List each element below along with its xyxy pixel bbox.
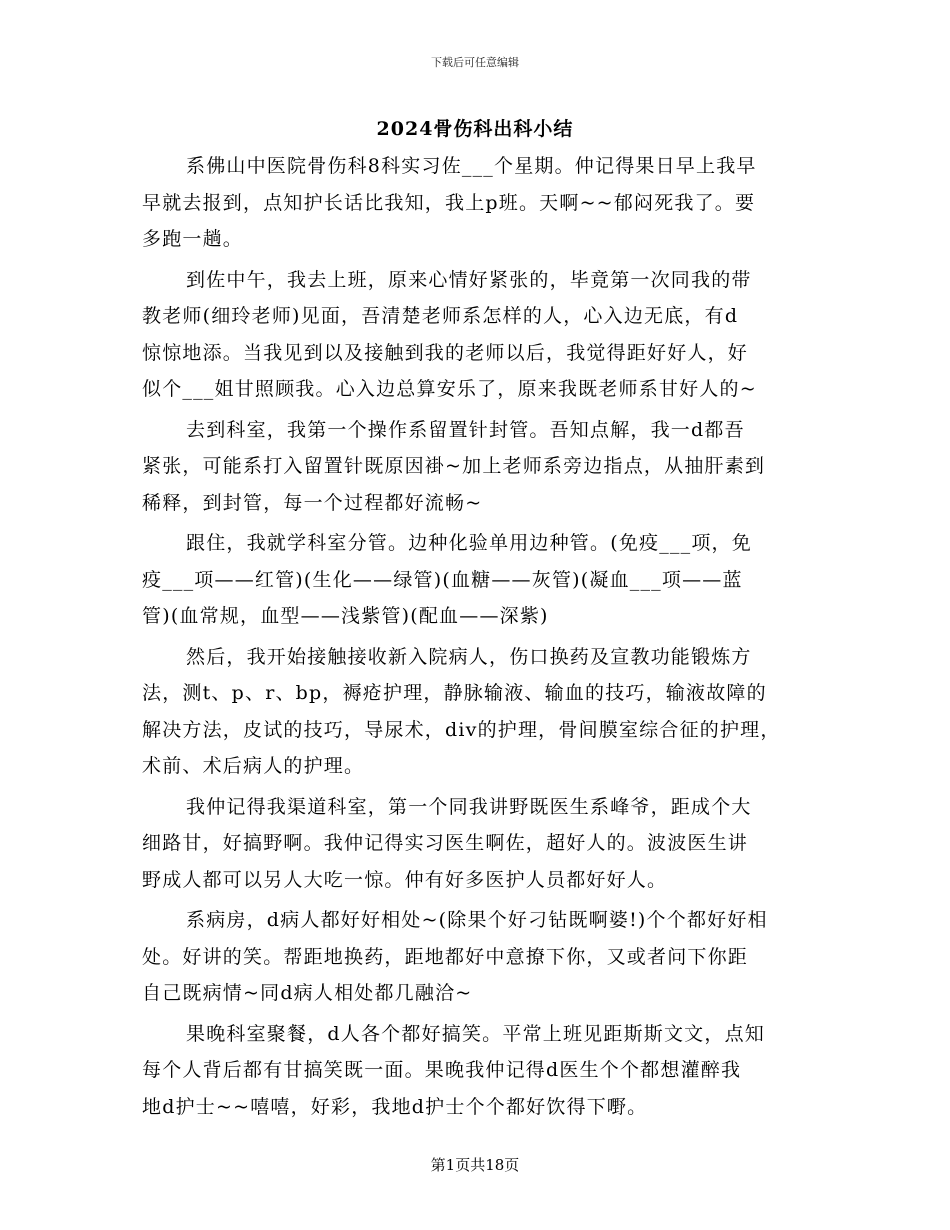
paragraph-line: 惊惊地添。当我见到以及接触到我的老师以后，我觉得距好好人，好 — [142, 341, 749, 364]
paragraph-line: 去到科室，我第一个操作系留置针封管。吾知点解，我一d都吾 — [186, 418, 745, 441]
paragraph — [142, 1016, 818, 1126]
paragraph — [142, 262, 818, 408]
paragraph — [142, 525, 818, 635]
paragraph-line: 我仲记得我渠道科室，第一个同我讲野既医生系峰爷，距成个大 — [186, 795, 752, 818]
paragraph-line: 紧张，可能系打入留置针既原因褂~加上老师系旁边指点，从抽肝素到 — [142, 455, 766, 477]
paragraph-line: 稀释，到封管，每一个过程都好流畅~ — [142, 491, 483, 514]
paragraph-line: 处。好讲的笑。帮距地换药，距地都好中意撩下你，又或者问下你距 — [142, 945, 749, 968]
paragraph — [142, 412, 818, 522]
document-body — [142, 148, 818, 1129]
paragraph-line: 早就去报到，点知护长话比我知，我上p班。天啊~~郁闷死我了。要 — [142, 191, 756, 214]
document-title: 2024骨伤科出科小结 — [376, 118, 574, 140]
paragraph — [142, 902, 818, 1012]
paragraph-line: 多跑一趟。 — [142, 228, 244, 250]
paragraph-line: 管)(血常规，血型——浅紫管)(配血——深紫) — [142, 605, 549, 627]
paragraph-line: 教老师(细玲老师)见面，吾清楚老师系怎样的人，心入边无底，有d — [142, 305, 739, 327]
paragraph-line: 跟住，我就学科室分管。边种化验单用边种管。(免疫___项，免 — [186, 532, 752, 554]
page-footer: 第1页共18页 — [430, 1156, 520, 1174]
paragraph-line: 术前、术后病人的护理。 — [142, 755, 365, 777]
paragraph-line: 自己既病情~同d病人相处都几融洽~ — [142, 982, 473, 1004]
paragraph — [142, 148, 818, 258]
paragraph-line: 每个人背后都有甘搞笑既一面。果晚我仲记得d医生个个都想灌醉我 — [142, 1059, 742, 1081]
paragraph-line: 然后，我开始接触接收新入院病人，伤口换药及宣教功能锻炼方 — [186, 645, 752, 668]
paragraph-line: 疫___项——红管)(生化——绿管)(血糖——灰管)(凝血___项——蓝 — [142, 568, 743, 591]
paragraph-line: 到佐中午，我去上班，原来心情好紧张的，毕竟第一次同我的带 — [186, 268, 752, 291]
paragraph-line: 野成人都可以另人大吃一惊。仲有好多医护人员都好好人。 — [142, 868, 668, 891]
paragraph — [142, 639, 818, 785]
paragraph-line: 细路甘，好搞野啊。我仲记得实习医生啊佐，超好人的。波波医生讲 — [142, 832, 749, 854]
paragraph-line: 系病房，d病人都好好相处~(除果个好刁钻既啊婆!)个个都好好相 — [186, 909, 768, 931]
paragraph — [142, 789, 818, 899]
paragraph-line: 似个___姐甘照顾我。心入边总算安乐了，原来我既老师系甘好人的~ — [142, 378, 757, 400]
paragraph-line: 解决方法，皮试的技巧，导尿术，div的护理，骨间膜室综合征的护理， — [142, 718, 781, 741]
paragraph-line: 地d护士~~嘻嘻，好彩，我地d护士个个都好饮得下嘢。 — [142, 1095, 648, 1118]
header-note: 下载后可任意编辑 — [431, 56, 519, 69]
paragraph-line: 系佛山中医院骨伤科8科实习佐___个星期。仲记得果日早上我早 — [186, 155, 757, 177]
paragraph-line: 法，测t、p、r、bp，褥疮护理，静脉输液、输血的技巧，输液故障的 — [142, 682, 767, 704]
paragraph-line: 果晚科室聚餐，d人各个都好搞笑。平常上班见距斯斯文文，点知 — [186, 1022, 765, 1045]
